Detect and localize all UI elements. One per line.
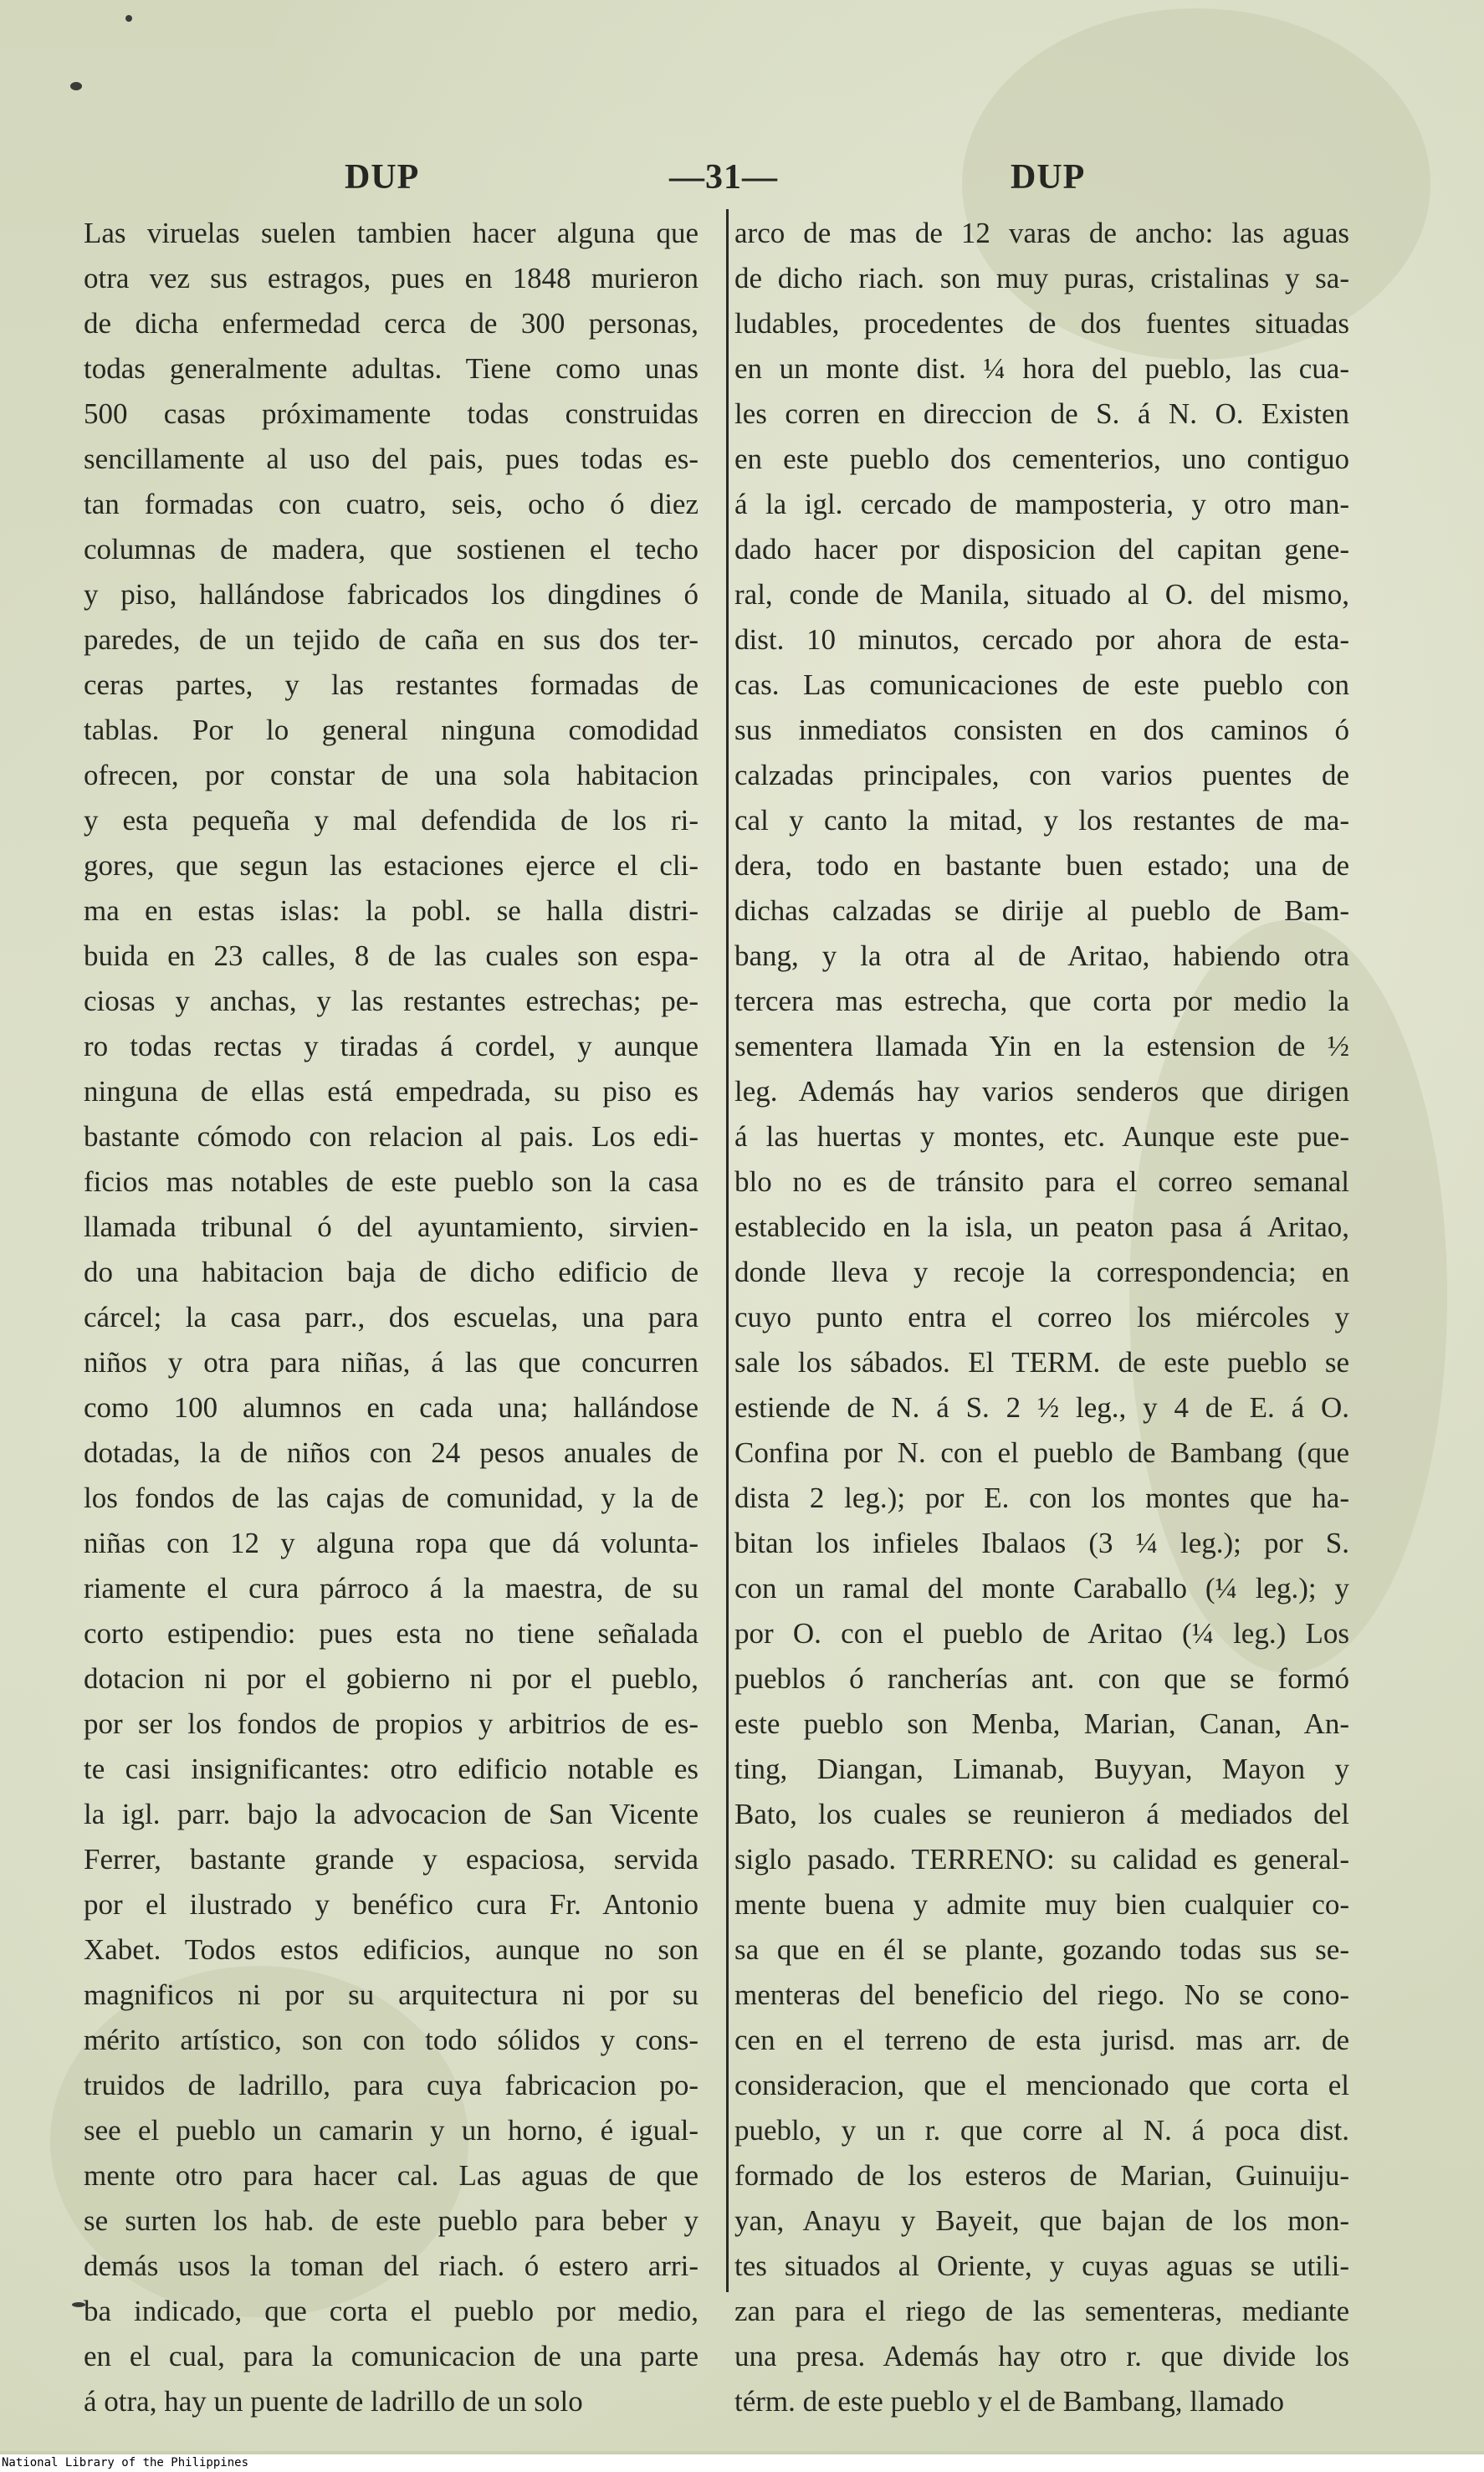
right-column-line: ting, Diangan, Limanab, Buyyan, Mayon y <box>734 1753 1349 1785</box>
left-column-line: ba indicado, que corta el pueblo por medio, <box>84 2295 699 2327</box>
left-column-line: Ferrer, bastante grande y espaciosa, servida <box>84 1843 699 1876</box>
left-column-line: corto estipendio: pues esta no tiene señalada <box>84 1617 699 1650</box>
left-column-line: otra vez sus estragos, pues en 1848 murieron <box>84 262 699 294</box>
right-column-line: dista 2 leg.); por E. con los montes que ha- <box>734 1482 1349 1514</box>
right-column-line: blo no es de tránsito para el correo semanal <box>734 1165 1349 1198</box>
right-column-line: pueblo, y un r. que corre al N. á poca dist. <box>734 2114 1349 2147</box>
footer-text: National Library of the Philippines <box>2 2456 249 2469</box>
left-column-line: te casi insignificantes: otro edificio notable es <box>84 1753 699 1785</box>
right-column-line: bang, y la otra al de Aritao, habiendo otra <box>734 939 1349 972</box>
left-column-line: dotacion ni por el gobierno ni por el pueblo, <box>84 1662 699 1695</box>
left-column-line: dotadas, la de niños con 24 pesos anuales de <box>84 1436 699 1469</box>
right-column-line: con un ramal del monte Caraballo (¼ leg.); y <box>734 1572 1349 1604</box>
right-column-line: establecido en la isla, un peaton pasa á Aritao, <box>734 1210 1349 1243</box>
right-column-line: sementera llamada Yin en la estension de ½ <box>734 1030 1349 1062</box>
left-column-line: llamada tribunal ó del ayuntamiento, sirvien- <box>84 1210 699 1243</box>
right-column-line: pueblos ó rancherías ant. con que se formó <box>734 1662 1349 1695</box>
right-column-line: sus inmediatos consisten en dos caminos ó <box>734 714 1349 746</box>
left-column-line: Xabet. Todos estos edificios, aunque no son <box>84 1933 699 1966</box>
right-column-line: tercera mas estrecha, que corta por medio la <box>734 985 1349 1017</box>
page-number: —31— <box>669 158 778 197</box>
right-column-line: sale los sábados. El TERM. de este pueblo se <box>734 1346 1349 1379</box>
right-column-line: sa que en él se plante, gozando todas sus se- <box>734 1933 1349 1966</box>
running-head-left: DUP <box>345 158 420 197</box>
right-column-line: mente buena y admite muy bien cualquier co- <box>734 1888 1349 1921</box>
right-column-line: Confina por N. con el pueblo de Bambang (que <box>734 1436 1349 1469</box>
left-column-line: niños y otra para niñas, á las que concurren <box>84 1346 699 1379</box>
left-column-line: ro todas rectas y tiradas á cordel, y aunque <box>84 1030 699 1062</box>
left-column-line: ma en estas islas: la pobl. se halla distri- <box>84 894 699 927</box>
left-column-line: gores, que segun las estaciones ejerce el cli- <box>84 849 699 882</box>
left-column-line: bastante cómodo con relacion al pais. Los edi- <box>84 1120 699 1153</box>
left-column-line: ninguna de ellas está empedrada, su piso es <box>84 1075 699 1108</box>
right-column-line: cuyo punto entra el correo los miércoles y <box>734 1301 1349 1333</box>
right-column-line: á la igl. cercado de mamposteria, y otro man- <box>734 488 1349 520</box>
right-column-line: tes situados al Oriente, y cuyas aguas se utili- <box>734 2249 1349 2282</box>
right-column-line: leg. Además hay varios senderos que dirigen <box>734 1075 1349 1108</box>
left-column-line: truidos de ladrillo, para cuya fabricacion po- <box>84 2069 699 2101</box>
right-column <box>734 211 1349 2424</box>
left-column-line: y piso, hallándose fabricados los dingdines ó <box>84 578 699 611</box>
footer-credit <box>0 2454 1484 2472</box>
right-column-line: una presa. Además hay otro r. que divide los <box>734 2340 1349 2372</box>
left-column-line: mente otro para hacer cal. Las aguas de que <box>84 2159 699 2192</box>
right-column-line: en un monte dist. ¼ hora del pueblo, las cua- <box>734 352 1349 385</box>
left-column-line: ceras partes, y las restantes formadas de <box>84 668 699 701</box>
right-column-line: les corren en direccion de S. á N. O. Existen <box>734 397 1349 430</box>
left-column-line: á otra, hay un puente de ladrillo de un solo <box>84 2385 583 2418</box>
right-column-line: de dicho riach. son muy puras, cristalinas y sa- <box>734 262 1349 294</box>
right-column-line: siglo pasado. TERRENO: su calidad es general- <box>734 1843 1349 1876</box>
ink-speck <box>125 15 132 22</box>
right-column-line: cal y canto la mitad, y los restantes de ma- <box>734 804 1349 837</box>
left-column-line: se surten los hab. de este pueblo para beber y <box>84 2204 699 2237</box>
right-column-line: á las huertas y montes, etc. Aunque este pue- <box>734 1120 1349 1153</box>
right-column-line: yan, Anayu y Bayeit, que bajan de los mon- <box>734 2204 1349 2237</box>
right-column-line: dado hacer por disposicion del capitan gene- <box>734 533 1349 566</box>
left-column-line: Las viruelas suelen tambien hacer alguna que <box>84 217 699 249</box>
left-column-line: magnificos ni por su arquitectura ni por su <box>84 1978 699 2011</box>
right-column-line: cas. Las comunicaciones de este pueblo con <box>734 668 1349 701</box>
left-column-line: niñas con 12 y alguna ropa que dá volunta- <box>84 1527 699 1559</box>
left-column-line: tan formadas con cuatro, seis, ocho ó diez <box>84 488 699 520</box>
left-column-line: los fondos de las cajas de comunidad, y la de <box>84 1482 699 1514</box>
left-column-line: todas generalmente adultas. Tiene como unas <box>84 352 699 385</box>
right-column-line: estiende de N. á S. 2 ½ leg., y 4 de E. á O. <box>734 1391 1349 1424</box>
right-column-line: cen en el terreno de esta jurisd. mas arr. de <box>734 2024 1349 2056</box>
left-column-line: y esta pequeña y mal defendida de los ri- <box>84 804 699 837</box>
left-column-line: demás usos la toman del riach. ó estero arri- <box>84 2249 699 2282</box>
left-column-line: buida en 23 calles, 8 de las cuales son espa- <box>84 939 699 972</box>
right-column-line: donde lleva y recoje la correspondencia; en <box>734 1256 1349 1288</box>
left-column-line: tablas. Por lo general ninguna comodidad <box>84 714 699 746</box>
running-head-right: DUP <box>1011 158 1086 197</box>
left-column-line: de dicha enfermedad cerca de 300 personas, <box>84 307 699 340</box>
right-column-line: formado de los esteros de Marian, Guinuiju- <box>734 2159 1349 2192</box>
left-column-line: paredes, de un tejido de caña en sus dos ter- <box>84 623 699 656</box>
right-column-line: en este pueblo dos cementerios, uno contiguo <box>734 443 1349 475</box>
left-column-line: cárcel; la casa parr., dos escuelas, una para <box>84 1301 699 1333</box>
left-column-line: como 100 alumnos en cada una; hallándose <box>84 1391 699 1424</box>
left-column-line: por ser los fondos de propios y arbitrios de es- <box>84 1707 699 1740</box>
left-column-line: riamente el cura párroco á la maestra, de su <box>84 1572 699 1604</box>
right-column-line: este pueblo son Menba, Marian, Canan, An- <box>734 1707 1349 1740</box>
right-column-line: térm. de este pueblo y el de Bambang, llamado <box>734 2385 1285 2418</box>
left-column-line: por el ilustrado y benéfico cura Fr. Antonio <box>84 1888 699 1921</box>
right-column-line: por O. con el pueblo de Aritao (¼ leg.) Los <box>734 1617 1349 1650</box>
left-column <box>84 211 699 2424</box>
left-column-line: columnas de madera, que sostienen el techo <box>84 533 699 566</box>
right-column-line: zan para el riego de las sementeras, mediante <box>734 2295 1349 2327</box>
left-column-line: ciosas y anchas, y las restantes estrechas; pe- <box>84 985 699 1017</box>
right-column-line: dist. 10 minutos, cercado por ahora de esta- <box>734 623 1349 656</box>
right-column-line: Bato, los cuales se reunieron á mediados del <box>734 1798 1349 1830</box>
right-column-line: dichas calzadas se dirije al pueblo de Bam- <box>734 894 1349 927</box>
right-column-line: dera, todo en bastante buen estado; una de <box>734 849 1349 882</box>
right-column-line: ludables, procedentes de dos fuentes situadas <box>734 307 1349 340</box>
right-column-line: ral, conde de Manila, situado al O. del mismo, <box>734 578 1349 611</box>
left-column-line: ofrecen, por constar de una sola habitacion <box>84 759 699 791</box>
left-column-line: do una habitacion baja de dicho edificio de <box>84 1256 699 1288</box>
left-column-line: 500 casas próximamente todas construidas <box>84 397 699 430</box>
right-column-line: bitan los infieles Ibalaos (3 ¼ leg.); por S. <box>734 1527 1349 1559</box>
left-column-line: sencillamente al uso del pais, pues todas es- <box>84 443 699 475</box>
left-column-line: la igl. parr. bajo la advocacion de San Vicente <box>84 1798 699 1830</box>
left-column-line: see el pueblo un camarin y un horno, é igual- <box>84 2114 699 2147</box>
left-column-line: en el cual, para la comunicacion de una parte <box>84 2340 699 2372</box>
right-column-line: menteras del beneficio del riego. No se cono- <box>734 1978 1349 2011</box>
column-divider <box>726 209 729 2292</box>
right-column-line: consideracion, que el mencionado que corta el <box>734 2069 1349 2101</box>
right-column-line: arco de mas de 12 varas de ancho: las aguas <box>734 217 1349 249</box>
left-column-line: mérito artístico, son con todo sólidos y cons- <box>84 2024 699 2056</box>
right-column-line: calzadas principales, con varios puentes de <box>734 759 1349 791</box>
left-column-line: ficios mas notables de este pueblo son la casa <box>84 1165 699 1198</box>
ink-speck <box>70 82 82 90</box>
